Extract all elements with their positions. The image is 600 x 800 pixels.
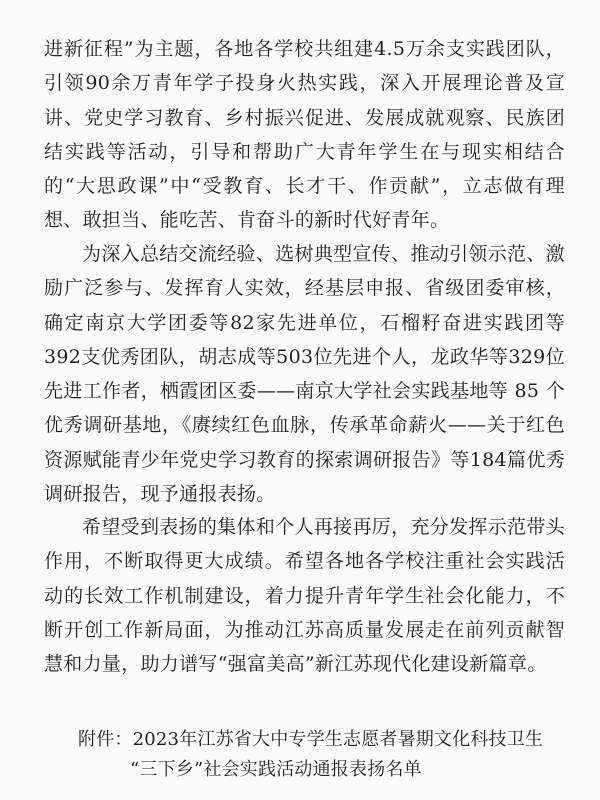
paragraph-2: 为深入总结交流经验、选树典型宣传、推动引领示范、激励广泛参与、发挥育人实效，经基层申报、省级团委审核，确定南京大学团委等82家先进单位，石榴籽奋进实践团等392支优秀团队，胡志成等503位先进个人，龙政华等329位先进工作者，栖霞团区委——南京大学社会实践基地等 85 个优秀调研基地，《赓续红色血脉，传承革命薪火——关于红色资源赋能青少年党史学习教育的探索调研报告》等184篇优秀调研报告，现予通报表扬。 bbox=[44, 243, 565, 506]
attachment-line-2: “三下乡”社会实践活动通报表扬名单 bbox=[130, 759, 422, 780]
paragraph-3: 希望受到表扬的集体和个人再接再厉，充分发挥示范带头作用，不断取得更大成绩。希望各地各学校注重社会实践活动的长效工作机制建设，着力提升青年学生社会化能力，不断开创工作新局面，为推动江苏高质量发展走在前列贡献智慧和力量，助力谱写“强富美高”新江苏现代化建设新篇章。 bbox=[44, 516, 565, 676]
paragraph-1: 进新征程”为主题，各地各学校共组建4.5万余支实践团队，引领90余万青年学子投身火热实践，深入开展理论普及宣讲、党史学习教育、乡村振兴促进、发展成就观察、民族团结实践等活动，引导和帮助广大青年学生在与现实相结合的“大思政课”中“受教育、长才干、作贡献”，立志做有理想、敢担当、能吃苦、肯奋斗的新时代好青年。 bbox=[44, 38, 565, 232]
attachment-note bbox=[78, 725, 568, 785]
attachment-line-1: 附件：2023年江苏省大中专学生志愿者暑期文化科技卫生 bbox=[78, 729, 544, 750]
